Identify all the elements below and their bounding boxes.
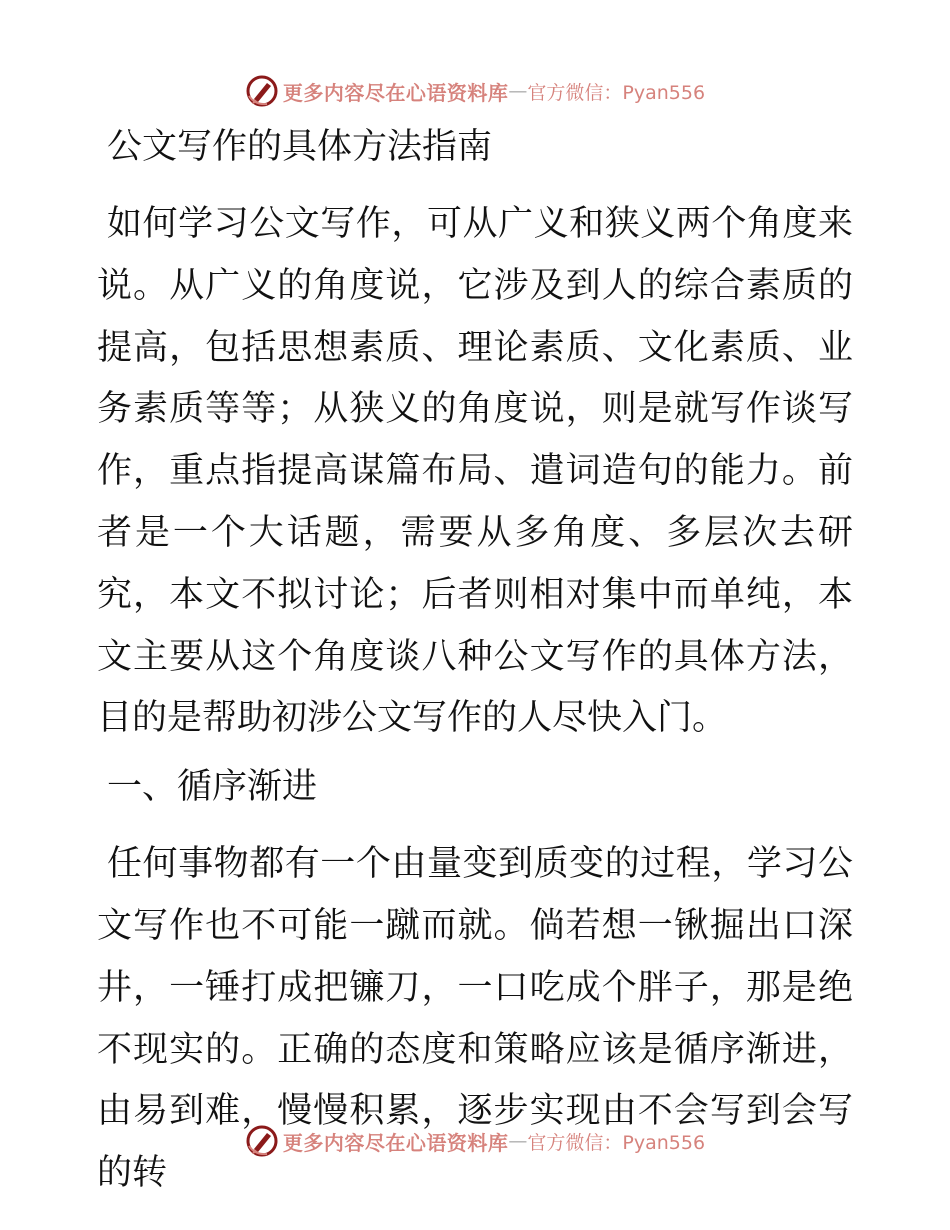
watermark-dash: — bbox=[508, 80, 528, 102]
watermark-brand-text: 更多内容尽在心语资料库 bbox=[282, 1130, 509, 1155]
document-title: 公文写作的具体方法指南 bbox=[107, 127, 493, 167]
pen-logo-icon bbox=[245, 74, 279, 108]
watermark-contact-text: 官方微信：Pyan556 bbox=[527, 1131, 706, 1154]
section-paragraph: 任何事物都有一个由量变到质变的过程，学习公文写作也不可能一蹴而就。倘若想一锹掘出口深井，一锤打成把镰刀，一口吃成个胖子，那是绝不现实的。正确的态度和策略应该是循序渐进，由易到难，慢慢积累，逐步实现由不会写到会写的转 bbox=[97, 844, 853, 1194]
pen-logo-icon bbox=[245, 1124, 279, 1158]
intro-paragraph: 如何学习公文写作，可从广义和狭义两个角度来说。从广义的角度说，它涉及到人的综合素质的提高，包括思想素质、理论素质、文化素质、业务素质等等；从狭义的角度说，则是就写作谈写作，重点指提高谋篇布局、遣词造句的能力。前者是一个大话题，需要从多角度、多层次去研究，本文不拟讨论；后者则相对集中而单纯，本文主要从这个角度谈八种公文写作的具体方法，目的是帮助初涉公文写作的人尽快入门。 bbox=[97, 204, 853, 739]
section-heading: 一、循序渐进 bbox=[107, 767, 318, 808]
watermark-dash: — bbox=[508, 1130, 528, 1152]
watermark-footer bbox=[0, 1121, 950, 1161]
watermark-brand-text: 更多内容尽在心语资料库 bbox=[282, 80, 509, 105]
watermark-header bbox=[0, 71, 950, 111]
document-body bbox=[97, 122, 853, 1205]
watermark-contact-text: 官方微信：Pyan556 bbox=[527, 81, 706, 104]
